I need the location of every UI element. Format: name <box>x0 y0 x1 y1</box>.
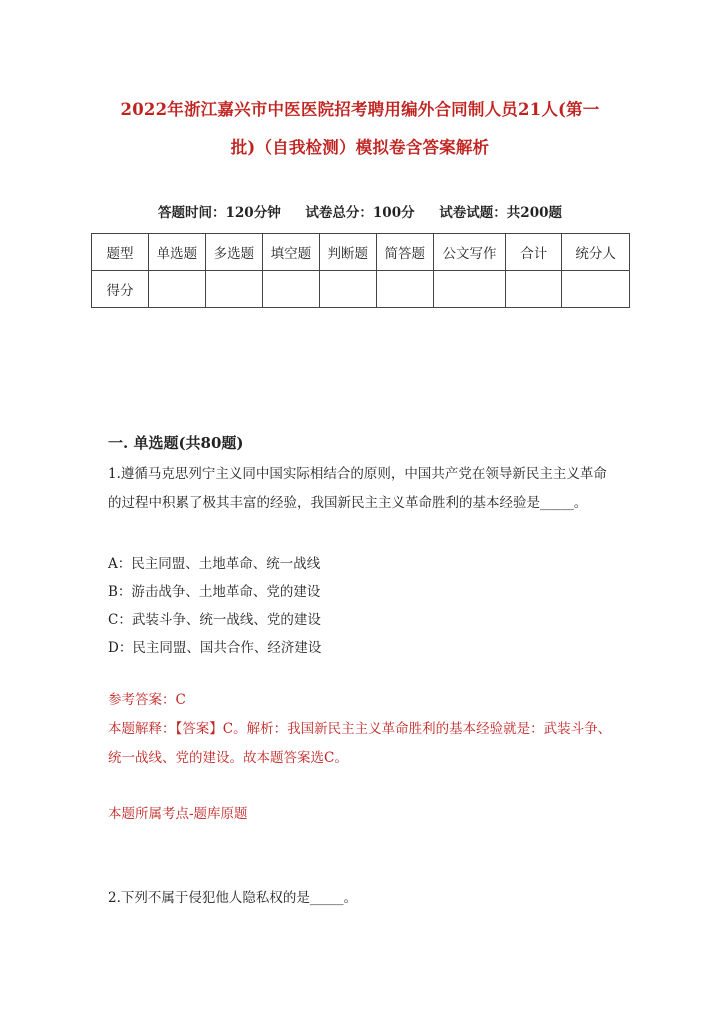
question-1-source: 本题所属考点-题库原题 <box>108 806 248 822</box>
score-cell <box>562 271 630 308</box>
header-cell: 合计 <box>506 234 562 271</box>
score-cell <box>148 271 205 308</box>
question-2-stem: 2.下列不属于侵犯他人隐私权的是_____。 <box>108 890 358 906</box>
score-table-score-row <box>92 271 630 308</box>
header-cell: 公文写作 <box>433 234 506 271</box>
exam-total-score: 试卷总分：100分 <box>305 205 415 221</box>
header-cell: 多选题 <box>205 234 262 271</box>
question-1-stem: 1.遵循马克思列宁主义同中国实际相结合的原则，中国共产党在领导新民主主义革命的过程中积累了极其丰富的经验，我国新民主主义革命胜利的基本经验是_____。 <box>108 466 607 511</box>
question-1-option-c: C：武装斗争、统一战线、党的建设 <box>108 612 321 628</box>
header-cell: 统分人 <box>562 234 630 271</box>
score-cell <box>376 271 433 308</box>
question-1-option-d: D：民主同盟、国共合作、经济建设 <box>108 640 322 656</box>
score-cell <box>205 271 262 308</box>
header-cell: 简答题 <box>376 234 433 271</box>
header-cell: 填空题 <box>262 234 319 271</box>
header-cell: 题型 <box>92 234 149 271</box>
score-cell <box>506 271 562 308</box>
question-1-answer: 参考答案：C <box>108 692 186 708</box>
score-row-label: 得分 <box>92 271 149 308</box>
score-table <box>91 233 630 308</box>
score-cell <box>262 271 319 308</box>
score-cell <box>433 271 506 308</box>
question-1-option-a: A：民主同盟、土地革命、统一战线 <box>108 556 321 572</box>
score-cell <box>319 271 376 308</box>
question-1-option-b: B：游击战争、土地革命、党的建设 <box>108 584 321 600</box>
score-table-header-row <box>92 234 630 271</box>
document-title-line2: 批)（自我检测）模拟卷含答案解析 <box>230 138 490 157</box>
exam-time: 答题时间：120分钟 <box>158 205 281 221</box>
header-cell: 判断题 <box>319 234 376 271</box>
header-cell: 单选题 <box>148 234 205 271</box>
section-title: 一. 单选题(共80题) <box>108 434 244 452</box>
exam-meta <box>0 201 720 221</box>
document-title-line1: 2022年浙江嘉兴市中医医院招考聘用编外合同制人员21人(第一 <box>120 100 600 119</box>
question-1-explanation: 本题解释：【答案】C。解析：我国新民主主义革命胜利的基本经验就是：武装斗争、统一战线、党的建设。故本题答案选C。 <box>108 721 612 766</box>
exam-question-count: 试卷试题：共200题 <box>439 205 562 221</box>
